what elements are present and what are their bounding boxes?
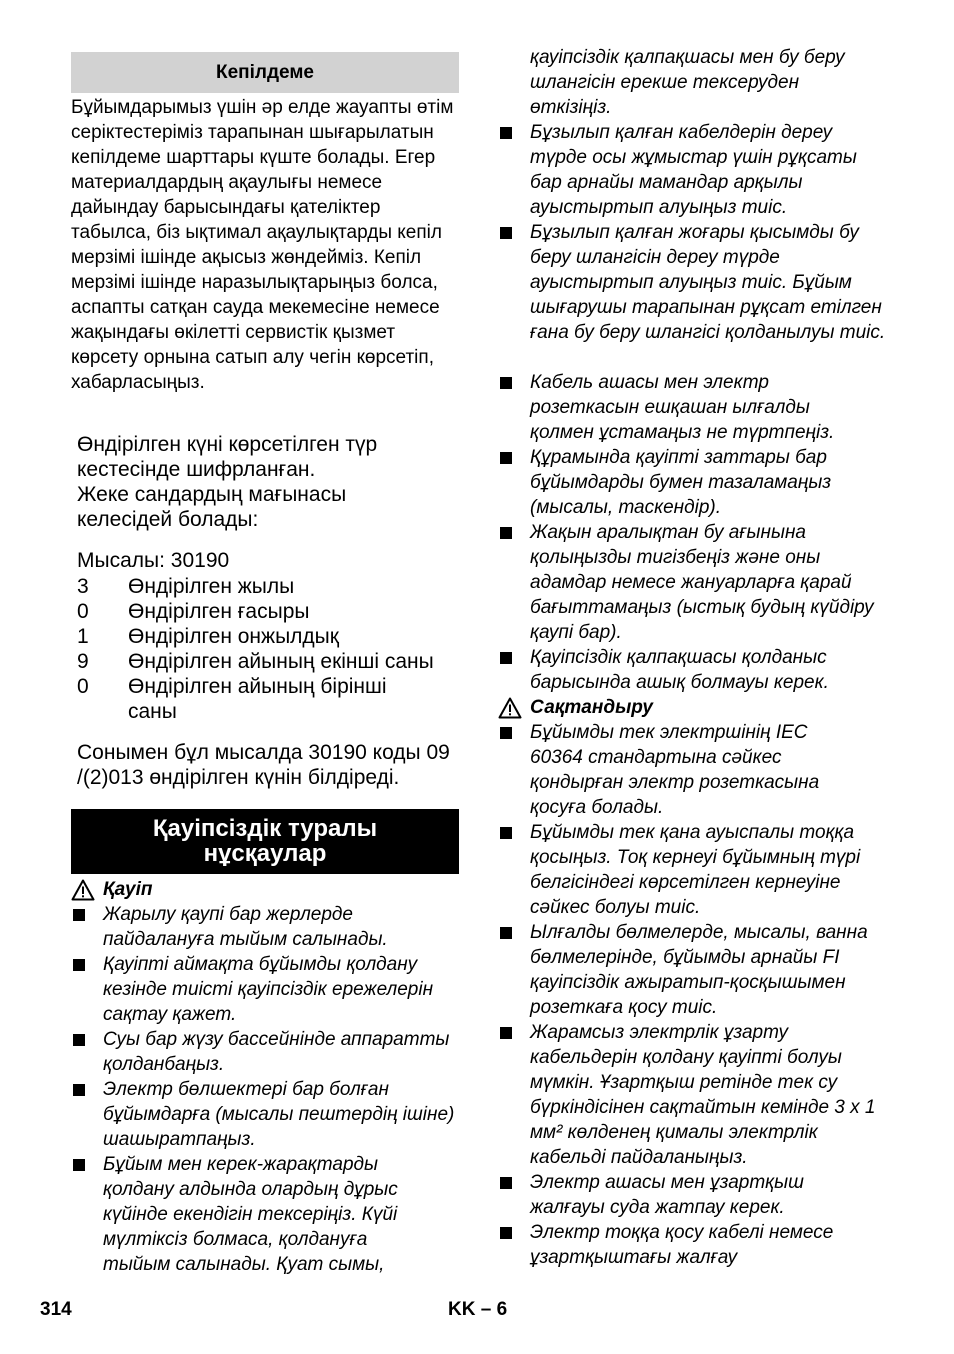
bullet-square-icon bbox=[73, 1034, 85, 1046]
production-example: Мысалы: 30190 bbox=[77, 549, 230, 572]
warning-triangle-icon bbox=[71, 879, 95, 901]
list-item-text: Кабель ашасы мен электр розеткасын ешқашан ылғалды қолмен ұстамаңыз не түртпеңіз. bbox=[530, 372, 835, 443]
bullet-square-icon bbox=[500, 452, 512, 464]
code-digit: 3 bbox=[77, 575, 89, 598]
bullet-square-icon bbox=[500, 827, 512, 839]
bullet-square-icon bbox=[500, 1027, 512, 1039]
bullet-square-icon bbox=[500, 652, 512, 664]
list-item-text: Қауіпсіздік қалпақшасы қолданыс барысында ашық болмауы керек. bbox=[530, 647, 829, 693]
bullet-square-icon bbox=[500, 227, 512, 239]
production-intro-1: Өндірілген күні көрсетілген түр кестесінде шифрланған. bbox=[77, 433, 378, 481]
list-item-text: Электр тоққа қосу кабелі немесе ұзартқыштағы жалғау bbox=[530, 1222, 834, 1268]
list-item-text: Құрамында қауіпті заттары бар бұйымдарды бумен тазаламаңыз (мысалы, таскендір). bbox=[530, 447, 832, 518]
list-item-text: Бұйымды тек электршінің IEC 60364 стандартына сәйкес қондырған электр розеткасына қосуға болады. bbox=[530, 722, 820, 818]
danger-label-row bbox=[71, 877, 459, 902]
code-description: Өндірілген айының бірінші саны bbox=[128, 675, 387, 723]
safety-heading-line-2: нұсқаулар bbox=[203, 840, 327, 867]
list-item-text: Жарамсыз электрлік ұзарту кабельдерін қолдану қауіпті болуы мүмкін. Ұзартқыш ретінде тек су бүркіндісінен сақтайтын кемінде 3 x 1 мм² көлденең қималы электрлік кабельді пайдаланыңыз. bbox=[530, 1022, 876, 1168]
list-item-continuation: қауіпсіздік қалпақшасы мен бу беру шлангісін ерекше тексеруден өткізіңіз. bbox=[530, 47, 845, 118]
list-item-text: Электр бөлшектері бар болған бұйымдарға (мысалы пештердің ішіне) шашыратпаңыз. bbox=[103, 1079, 455, 1150]
list-item-text: Электр ашасы мен ұзартқыш жалғауы суда жатпау керек. bbox=[530, 1172, 804, 1218]
production-intro-2: Жеке сандардың мағынасы келесідей болады: bbox=[77, 483, 347, 531]
list-item-text: Бұзылып қалған кабелдерін дереу түрде осы жұмыстар үшін рұқсаты бар арнайы мамандар арқылы ауыстыртып алуыңыз тиіс. bbox=[530, 122, 857, 218]
bullet-square-icon bbox=[500, 377, 512, 389]
list-item-text: Қауіпті аймақта бұйымды қолдану кезінде тиісті қауіпсіздік ережелерін сақтау қажет. bbox=[103, 954, 434, 1025]
bullet-square-icon bbox=[73, 959, 85, 971]
list-item-text: Суы бар жүзу бассейнінде аппаратты қолданбаңыз. bbox=[103, 1029, 450, 1075]
code-digit: 0 bbox=[77, 600, 89, 623]
bullet-square-icon bbox=[500, 1177, 512, 1189]
code-description: Өндірілген жылы bbox=[128, 575, 295, 598]
safety-heading bbox=[71, 809, 459, 874]
caution-label: Сақтандыру bbox=[530, 697, 653, 718]
list-item-text: Бұйымды тек қана ауыспалы тоққа қосыңыз. Тоқ кернеуі бұйымның түрі белгісіндегі көрсетілген кернеуіне сәйкес болуы тиіс. bbox=[530, 822, 861, 918]
code-digit: 0 bbox=[77, 675, 89, 698]
warranty-heading: Кепілдеме bbox=[71, 52, 459, 93]
bullet-square-icon bbox=[73, 1159, 85, 1171]
code-description: Өндірілген ғасыры bbox=[128, 600, 310, 623]
code-description: Өндірілген айының екінші саны bbox=[128, 650, 434, 673]
code-description: Өндірілген онжылдық bbox=[128, 625, 339, 648]
code-digit: 9 bbox=[77, 650, 89, 673]
list-item-text: Бұзылып қалған жоғары қысымды бу беру шлангісін дереу түрде ауыстыртып алуыңыз тиіс. Бұйым шығарушы тарапынан рұқсат етілген ғана бу беру шлангісі қолданылуы тиіс. bbox=[530, 222, 886, 343]
list-item-text: Жарылу қаупі бар жерлерде пайдалануға тыйым салынады. bbox=[103, 904, 388, 950]
bullet-square-icon bbox=[73, 909, 85, 921]
bullet-square-icon bbox=[500, 127, 512, 139]
list-item-text: Жақын аралықтан бу ағынына қолыңызды тигізбеңіз және оны адамдар немесе жануарларға қарай бағыттамаңыз (ыстық будың күйдіру қаупі бар). bbox=[530, 522, 874, 643]
bullet-square-icon bbox=[500, 727, 512, 739]
bullet-square-icon bbox=[500, 527, 512, 539]
bullet-square-icon bbox=[73, 1084, 85, 1096]
warranty-text: Бұйымдарымыз үшін әр елде жауапты өтім серіктестеріміз тарапынан шығарылатын кепілдеме шарттары күште болады. Егер материалдардың ақаулығы немесе дайындау барысындағы қателіктер табылса, біз ықтимал ақаулықтарды кепіл мерзімі ішінде ақысыз жөндейміз. Кепіл мерзімі ішінде наразылықтарыңыз болса, аспапты сатқан сауда мекемесіне немесе жақындағы өкілетті сервистік қызмет көрсету орнына сатып алу чегін көрсетіп, хабарласыңыз. bbox=[71, 97, 454, 393]
safety-heading-line-1: Қауіпсіздік туралы bbox=[152, 815, 378, 842]
page-number: 314 bbox=[40, 1299, 72, 1320]
list-item-text: Ылғалды бөлмелерде, мысалы, ванна бөлмелерінде, бұйымды арнайы FI қауіпсіздік ажыратып-қосқышымен розеткаға қосу тиіс. bbox=[530, 922, 868, 1018]
warning-triangle-icon bbox=[498, 697, 522, 719]
caution-label-row bbox=[498, 695, 888, 720]
bullet-square-icon bbox=[500, 1227, 512, 1239]
section-code: KK – 6 bbox=[448, 1299, 508, 1320]
bullet-square-icon bbox=[500, 927, 512, 939]
production-conclusion: Сонымен бұл мысалда 30190 коды 09 /(2)013 өндірілген күнін білдіреді. bbox=[77, 741, 450, 789]
danger-label: Қауіп bbox=[103, 879, 153, 900]
code-digit: 1 bbox=[77, 625, 89, 648]
list-item-text: Бұйым мен керек-жарақтарды қолдану алдында олардың дұрыс күйінде екендігін тексеріңіз. Күйі мүлтіксіз болмаса, қолдануға тыйым салынады. Қуат сымы, bbox=[103, 1154, 398, 1275]
